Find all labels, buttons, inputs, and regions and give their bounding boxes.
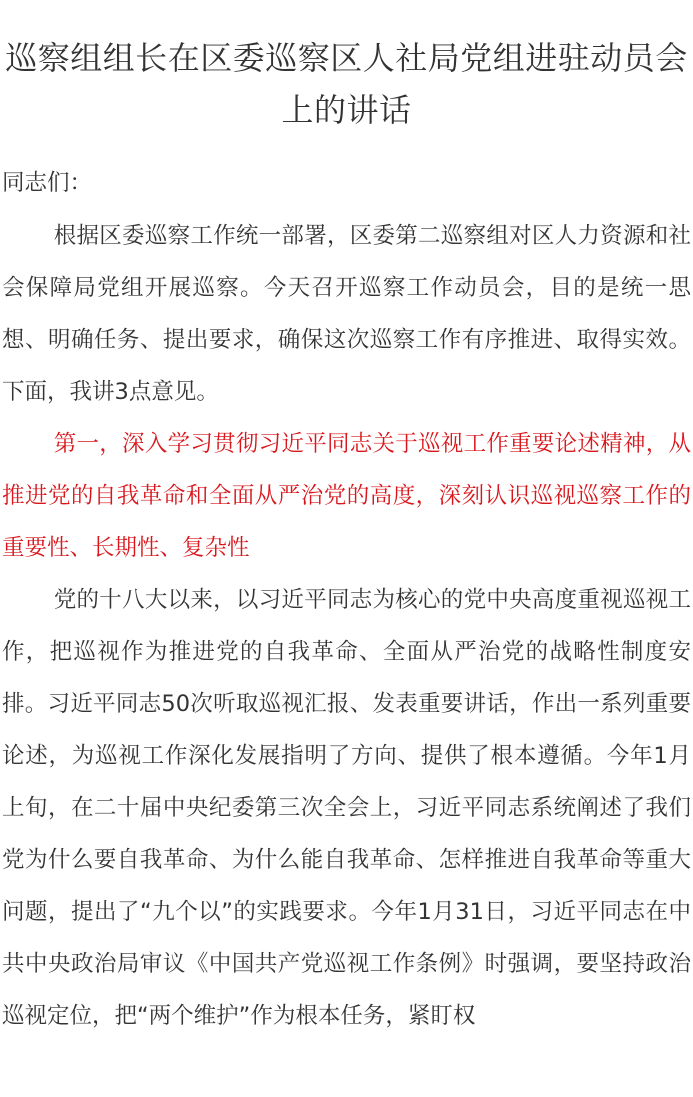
paragraph-body: 党的十八大以来，以习近平同志为核心的党中央高度重视巡视工作，把巡视作为推进党的自我革命、全面从严治党的战略性制度安排。习近平同志50次听取巡视汇报、发表重要讲话，作出一系列重要论述，为巡视工作深化发展指明了方向、提供了根本遵循。今年1月上旬，在二十届中央纪委第三次全会上，习近平同志系统阐述了我们党为什么要自我革命、为什么能自我革命、怎样推进自我革命等重大问题，提出了“九个以”的实践要求。今年1月31日，习近平同志在中共中央政治局审议《中国共产党巡视工作条例》时强调，要坚持政治巡视定位，把“两个维护”作为根本任务，紧盯权: [2, 587, 691, 1029]
document-body: [2, 210, 691, 1042]
document-title: 巡察组组长在区委巡察区人社局党组进驻动员会上的讲话: [5, 39, 688, 129]
salutation: 同志们：: [2, 170, 93, 196]
paragraph-intro: 根据区委巡察工作统一部署，区委第二巡察组对区人力资源和社会保障局党组开展巡察。今天召开巡察工作动员会，目的是统一思想、明确任务、提出要求，确保这次巡察工作有序推进、取得实效。下面，我讲3点意见。: [2, 223, 691, 405]
section-heading-first: 第一，深入学习贯彻习近平同志关于巡视工作重要论述精神，从推进党的自我革命和全面从严治党的高度，深刻认识巡视巡察工作的重要性、长期性、复杂性: [2, 431, 691, 561]
